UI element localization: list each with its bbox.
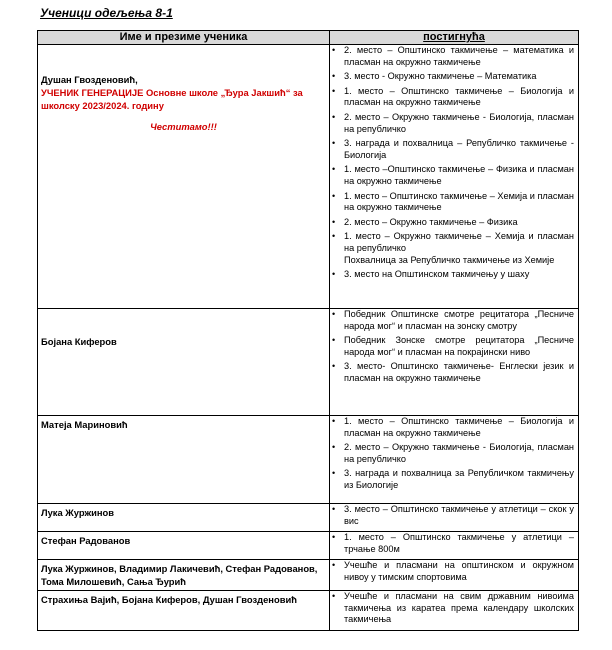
- achievements-cell: [330, 45, 579, 309]
- student-name: Матеја Мариновић: [41, 419, 128, 430]
- achievement-item: [330, 231, 574, 266]
- achievement-list: [330, 591, 578, 626]
- achievement-item: • 3. место - Окружно такмичење – Математика: [330, 71, 574, 83]
- name-column-header: Име и презиме ученика: [38, 31, 330, 45]
- achievement-item: • 1. место –Општинско такмичење – Физика и пласман на окружно такмичење: [330, 164, 574, 187]
- student-name: Стефан Радованов: [41, 535, 131, 546]
- student-name-cell: [38, 45, 330, 309]
- student-name-cell: [38, 309, 330, 416]
- congrats-text: Честитамо!!!: [150, 121, 217, 132]
- achievement-item: • Учешће и пласмани на општинском и окружном нивоу у тимским спортовима: [330, 560, 574, 583]
- achievements-cell: [330, 416, 579, 504]
- table-row: [38, 309, 579, 416]
- achievements-cell: [330, 504, 579, 532]
- student-name: Лука Журжинов: [41, 507, 115, 518]
- students-table: [37, 30, 579, 631]
- achievement-item: • Учешће и пласмани на свим државним нивоима такмичења из каратеа према календару школских такмичења: [330, 591, 574, 626]
- table-row: [38, 45, 579, 309]
- achievement-extra: Похвалница за Републичко такмичење из Хемије: [344, 254, 555, 265]
- generation-student-note: УЧЕНИК ГЕНЕРАЦИЈЕ Основне школе „Ђура Јакшић“ за школску 2023/2024. годину: [41, 87, 303, 111]
- table-row: [38, 416, 579, 504]
- student-name: Страхиња Вајић, Бојана Киферов, Душан Гвозденовић: [41, 594, 297, 605]
- table-row: [38, 591, 579, 631]
- table-row: [38, 532, 579, 560]
- achievements-cell: [330, 560, 579, 591]
- table-row: [38, 504, 579, 532]
- student-name-cell: [38, 532, 330, 560]
- student-name-cell: [38, 504, 330, 532]
- achievement-item: • 1. место – Општинско такмичење – Биологија и пласман на окружно такмичење: [330, 86, 574, 109]
- achievement-list: [330, 45, 578, 281]
- achievement-item: • 3. награда и похвалница – Републичко такмичење - Биологија: [330, 138, 574, 161]
- achievement-item: • 1. место – Општинско такмичење – Биологија и пласман на окружно такмичење: [330, 416, 574, 439]
- achievement-item: • 3. место – Општинско такмичење у атлетици – скок у вис: [330, 504, 574, 527]
- page-title: Ученици одељења 8-1: [40, 6, 173, 20]
- achievement-list: [330, 532, 578, 555]
- achievement-item: • 3. место на Општинском такмичењу у шаху: [330, 269, 574, 281]
- achievement-list: [330, 309, 578, 385]
- achievements-cell: [330, 532, 579, 560]
- achievement-list: [330, 504, 578, 527]
- achievement-item: • 2. место – Окружно такмичење - Биологија, пласман на републичко: [330, 112, 574, 135]
- achievement-item: • 3. место- Општинско такмичење- Енглески језик и пласман на окружно такмичење: [330, 361, 574, 384]
- student-name-cell: [38, 560, 330, 591]
- achievement-text: • 1. место – Окружно такмичење – Хемија и пласман на републичко: [344, 231, 574, 253]
- student-name: Лука Журжинов, Владимир Лакичевић, Стефан Радованов, Тома Милошевић, Сања Ђурић: [41, 563, 318, 587]
- student-name-cell: [38, 416, 330, 504]
- achievement-item: • 2. место – Окружно такмичење - Биологија, пласман на републичко: [330, 442, 574, 465]
- achievement-list: [330, 560, 578, 583]
- achievement-item: • 2. место – Окружно такмичење – Физика: [330, 217, 574, 229]
- student-name: Бојана Киферов: [41, 336, 117, 347]
- achievement-item: • 2. место – Општинско такмичење – математика и пласман на окружно такмичење: [330, 45, 574, 68]
- achievements-cell: [330, 309, 579, 416]
- table-row: [38, 560, 579, 591]
- achievements-column-header: постигнућа: [330, 31, 579, 45]
- achievement-item: • Победник Општинске смотре рецитатора „Песниче народа мог“ и пласман на зонску смотру: [330, 309, 574, 332]
- achievement-item: • 3. награда и похвалница за Републичком такмичењу из Биологије: [330, 468, 574, 491]
- achievements-cell: [330, 591, 579, 631]
- student-name: Душан Гвозденовић,: [41, 74, 138, 85]
- student-name-cell: [38, 591, 330, 631]
- achievement-list: [330, 416, 578, 492]
- achievement-item: • 1. место – Општинско такмичење – Хемија и пласман на окружно такмичење: [330, 191, 574, 214]
- achievement-item: • 1. место – Општинско такмичење у атлетици – трчање 800м: [330, 532, 574, 555]
- table-header-row: [38, 31, 579, 45]
- achievement-item: • Победник Зонске смотре рецитатора „Песниче народа мог“ и пласман на покрајински ниво: [330, 335, 574, 358]
